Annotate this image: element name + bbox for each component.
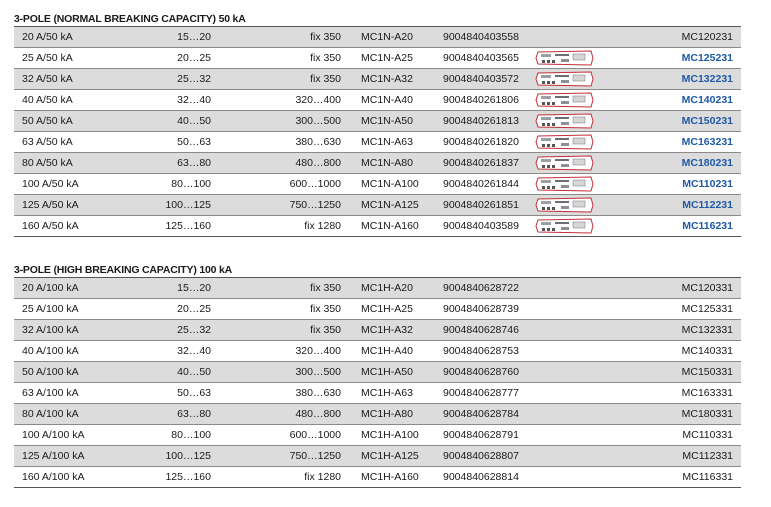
rating-cell: 20 A/100 kA bbox=[22, 282, 79, 294]
trip-setting-cell: fix 350 bbox=[310, 282, 341, 294]
current-range-cell: 25…32 bbox=[177, 73, 211, 85]
reference-cell: MC150331 bbox=[681, 366, 733, 378]
model-cell: MC1N-A63 bbox=[361, 136, 413, 148]
table-row bbox=[14, 299, 741, 320]
reference-cell: MC163331 bbox=[681, 387, 733, 399]
model-cell: MC1N-A125 bbox=[361, 199, 419, 211]
trip-setting-cell: 750…1250 bbox=[289, 450, 341, 462]
ean-code-cell: 9004840628784 bbox=[443, 408, 519, 420]
trip-setting-cell: fix 350 bbox=[310, 31, 341, 43]
model-cell: MC1H-A125 bbox=[361, 450, 419, 462]
rating-cell: 50 A/100 kA bbox=[22, 366, 79, 378]
trip-setting-cell: fix 350 bbox=[310, 303, 341, 315]
current-range-cell: 32…40 bbox=[177, 345, 211, 357]
table-row bbox=[14, 48, 741, 69]
trip-setting-cell: fix 1280 bbox=[304, 471, 341, 483]
trip-setting-cell: fix 350 bbox=[310, 52, 341, 64]
product-table bbox=[14, 26, 741, 237]
table-row bbox=[14, 174, 741, 195]
table-row bbox=[14, 341, 741, 362]
current-range-cell: 40…50 bbox=[177, 115, 211, 127]
model-cell: MC1N-A20 bbox=[361, 31, 413, 43]
reference-cell: MC132331 bbox=[681, 324, 733, 336]
trip-setting-cell: fix 1280 bbox=[304, 220, 341, 232]
current-range-cell: 80…100 bbox=[171, 178, 211, 190]
reference-link[interactable]: MC112231 bbox=[682, 199, 733, 211]
model-cell: MC1N-A40 bbox=[361, 94, 413, 106]
table-row bbox=[14, 69, 741, 90]
ean-code-cell: 9004840628791 bbox=[443, 429, 519, 441]
current-range-cell: 63…80 bbox=[177, 408, 211, 420]
rating-cell: 20 A/50 kA bbox=[22, 31, 73, 43]
table-row bbox=[14, 132, 741, 153]
table-row bbox=[14, 320, 741, 341]
rating-cell: 125 A/50 kA bbox=[22, 199, 79, 211]
model-cell: MC1N-A160 bbox=[361, 220, 419, 232]
rating-cell: 100 A/100 kA bbox=[22, 429, 85, 441]
table-row bbox=[14, 362, 741, 383]
model-cell: MC1H-A32 bbox=[361, 324, 413, 336]
rating-cell: 32 A/50 kA bbox=[22, 73, 73, 85]
table-row bbox=[14, 216, 741, 236]
model-cell: MC1H-A80 bbox=[361, 408, 413, 420]
reference-cell: MC112331 bbox=[682, 450, 733, 462]
current-range-cell: 25…32 bbox=[177, 324, 211, 336]
trip-setting-cell: 600…1000 bbox=[289, 429, 341, 441]
current-range-cell: 100…125 bbox=[165, 450, 211, 462]
current-range-cell: 15…20 bbox=[177, 31, 211, 43]
reference-cell: MC120231 bbox=[681, 31, 733, 43]
current-range-cell: 80…100 bbox=[171, 429, 211, 441]
model-cell: MC1H-A20 bbox=[361, 282, 413, 294]
section-high-breaking bbox=[14, 263, 741, 488]
reference-link[interactable]: MC140231 bbox=[681, 94, 733, 106]
rating-cell: 32 A/100 kA bbox=[22, 324, 79, 336]
model-cell: MC1N-A100 bbox=[361, 178, 419, 190]
model-cell: MC1N-A80 bbox=[361, 157, 413, 169]
reference-link[interactable]: MC110231 bbox=[682, 178, 733, 190]
ean-code-cell: 9004840628722 bbox=[443, 282, 519, 294]
current-range-cell: 40…50 bbox=[177, 366, 211, 378]
current-range-cell: 15…20 bbox=[177, 282, 211, 294]
ean-code-cell: 9004840261806 bbox=[443, 94, 519, 106]
rating-cell: 63 A/50 kA bbox=[22, 136, 73, 148]
product-thumbnail-icon[interactable] bbox=[535, 176, 595, 192]
table-row bbox=[14, 425, 741, 446]
ean-code-cell: 9004840628807 bbox=[443, 450, 519, 462]
model-cell: MC1N-A25 bbox=[361, 52, 413, 64]
reference-cell: MC110331 bbox=[682, 429, 733, 441]
model-cell: MC1N-A50 bbox=[361, 115, 413, 127]
model-cell: MC1N-A32 bbox=[361, 73, 413, 85]
product-thumbnail-icon[interactable] bbox=[535, 71, 595, 87]
reference-cell: MC180331 bbox=[681, 408, 733, 420]
reference-link[interactable]: MC125231 bbox=[681, 52, 733, 64]
rating-cell: 40 A/50 kA bbox=[22, 94, 73, 106]
current-range-cell: 50…63 bbox=[177, 136, 211, 148]
ean-code-cell: 9004840261813 bbox=[443, 115, 519, 127]
rating-cell: 25 A/50 kA bbox=[22, 52, 73, 64]
trip-setting-cell: 480…800 bbox=[295, 408, 341, 420]
reference-link[interactable]: MC180231 bbox=[681, 157, 733, 169]
rating-cell: 63 A/100 kA bbox=[22, 387, 79, 399]
ean-code-cell: 9004840403565 bbox=[443, 52, 519, 64]
reference-link[interactable]: MC116231 bbox=[682, 220, 733, 232]
section-title: 3-POLE (NORMAL BREAKING CAPACITY) 50 kA bbox=[14, 13, 246, 25]
current-range-cell: 20…25 bbox=[177, 52, 211, 64]
reference-cell: MC125331 bbox=[681, 303, 733, 315]
table-row bbox=[14, 278, 741, 299]
rating-cell: 160 A/50 kA bbox=[22, 220, 79, 232]
trip-setting-cell: 320…400 bbox=[295, 94, 341, 106]
model-cell: MC1H-A63 bbox=[361, 387, 413, 399]
rating-cell: 160 A/100 kA bbox=[22, 471, 85, 483]
ean-code-cell: 9004840261844 bbox=[443, 178, 519, 190]
rating-cell: 25 A/100 kA bbox=[22, 303, 79, 315]
product-table bbox=[14, 277, 741, 488]
table-row bbox=[14, 467, 741, 487]
current-range-cell: 50…63 bbox=[177, 387, 211, 399]
product-thumbnail-icon[interactable] bbox=[535, 218, 595, 234]
reference-cell: MC120331 bbox=[681, 282, 733, 294]
rating-cell: 50 A/50 kA bbox=[22, 115, 73, 127]
ean-code-cell: 9004840261820 bbox=[443, 136, 519, 148]
model-cell: MC1H-A50 bbox=[361, 366, 413, 378]
ean-code-cell: 9004840261837 bbox=[443, 157, 519, 169]
trip-setting-cell: 380…630 bbox=[295, 136, 341, 148]
table-row bbox=[14, 404, 741, 425]
reference-cell: MC140331 bbox=[681, 345, 733, 357]
trip-setting-cell: 750…1250 bbox=[289, 199, 341, 211]
model-cell: MC1H-A40 bbox=[361, 345, 413, 357]
trip-setting-cell: 300…500 bbox=[295, 115, 341, 127]
rating-cell: 40 A/100 kA bbox=[22, 345, 79, 357]
ean-code-cell: 9004840403558 bbox=[443, 31, 519, 43]
trip-setting-cell: 480…800 bbox=[295, 157, 341, 169]
ean-code-cell: 9004840628760 bbox=[443, 366, 519, 378]
rating-cell: 100 A/50 kA bbox=[22, 178, 79, 190]
table-row bbox=[14, 383, 741, 404]
product-thumbnail-icon[interactable] bbox=[535, 197, 595, 213]
reference-link[interactable]: MC132231 bbox=[681, 73, 733, 85]
rating-cell: 125 A/100 kA bbox=[22, 450, 85, 462]
current-range-cell: 100…125 bbox=[165, 199, 211, 211]
table-row bbox=[14, 446, 741, 467]
model-cell: MC1H-A160 bbox=[361, 471, 419, 483]
trip-setting-cell: 300…500 bbox=[295, 366, 341, 378]
table-row bbox=[14, 111, 741, 132]
table-row bbox=[14, 27, 741, 48]
table-row bbox=[14, 90, 741, 111]
ean-code-cell: 9004840628814 bbox=[443, 471, 519, 483]
ean-code-cell: 9004840628746 bbox=[443, 324, 519, 336]
product-thumbnail-icon[interactable] bbox=[535, 134, 595, 150]
trip-setting-cell: 600…1000 bbox=[289, 178, 341, 190]
ean-code-cell: 9004840628777 bbox=[443, 387, 519, 399]
current-range-cell: 20…25 bbox=[177, 303, 211, 315]
current-range-cell: 125…160 bbox=[165, 220, 211, 232]
product-thumbnail-icon[interactable] bbox=[535, 155, 595, 171]
reference-link[interactable]: MC163231 bbox=[681, 136, 733, 148]
trip-setting-cell: fix 350 bbox=[310, 73, 341, 85]
trip-setting-cell: fix 350 bbox=[310, 324, 341, 336]
reference-link[interactable]: MC150231 bbox=[681, 115, 733, 127]
product-thumbnail-icon[interactable] bbox=[535, 50, 595, 66]
ean-code-cell: 9004840403589 bbox=[443, 220, 519, 232]
current-range-cell: 32…40 bbox=[177, 94, 211, 106]
current-range-cell: 63…80 bbox=[177, 157, 211, 169]
table-row bbox=[14, 153, 741, 174]
ean-code-cell: 9004840261851 bbox=[443, 199, 519, 211]
current-range-cell: 125…160 bbox=[165, 471, 211, 483]
ean-code-cell: 9004840628739 bbox=[443, 303, 519, 315]
product-thumbnail-icon[interactable] bbox=[535, 113, 595, 129]
reference-cell: MC116331 bbox=[682, 471, 733, 483]
table-row bbox=[14, 195, 741, 216]
model-cell: MC1H-A100 bbox=[361, 429, 419, 441]
rating-cell: 80 A/50 kA bbox=[22, 157, 73, 169]
section-title: 3-POLE (HIGH BREAKING CAPACITY) 100 kA bbox=[14, 264, 232, 276]
ean-code-cell: 9004840403572 bbox=[443, 73, 519, 85]
ean-code-cell: 9004840628753 bbox=[443, 345, 519, 357]
product-thumbnail-icon[interactable] bbox=[535, 92, 595, 108]
section-normal-breaking bbox=[14, 12, 741, 237]
trip-setting-cell: 320…400 bbox=[295, 345, 341, 357]
rating-cell: 80 A/100 kA bbox=[22, 408, 79, 420]
trip-setting-cell: 380…630 bbox=[295, 387, 341, 399]
model-cell: MC1H-A25 bbox=[361, 303, 413, 315]
